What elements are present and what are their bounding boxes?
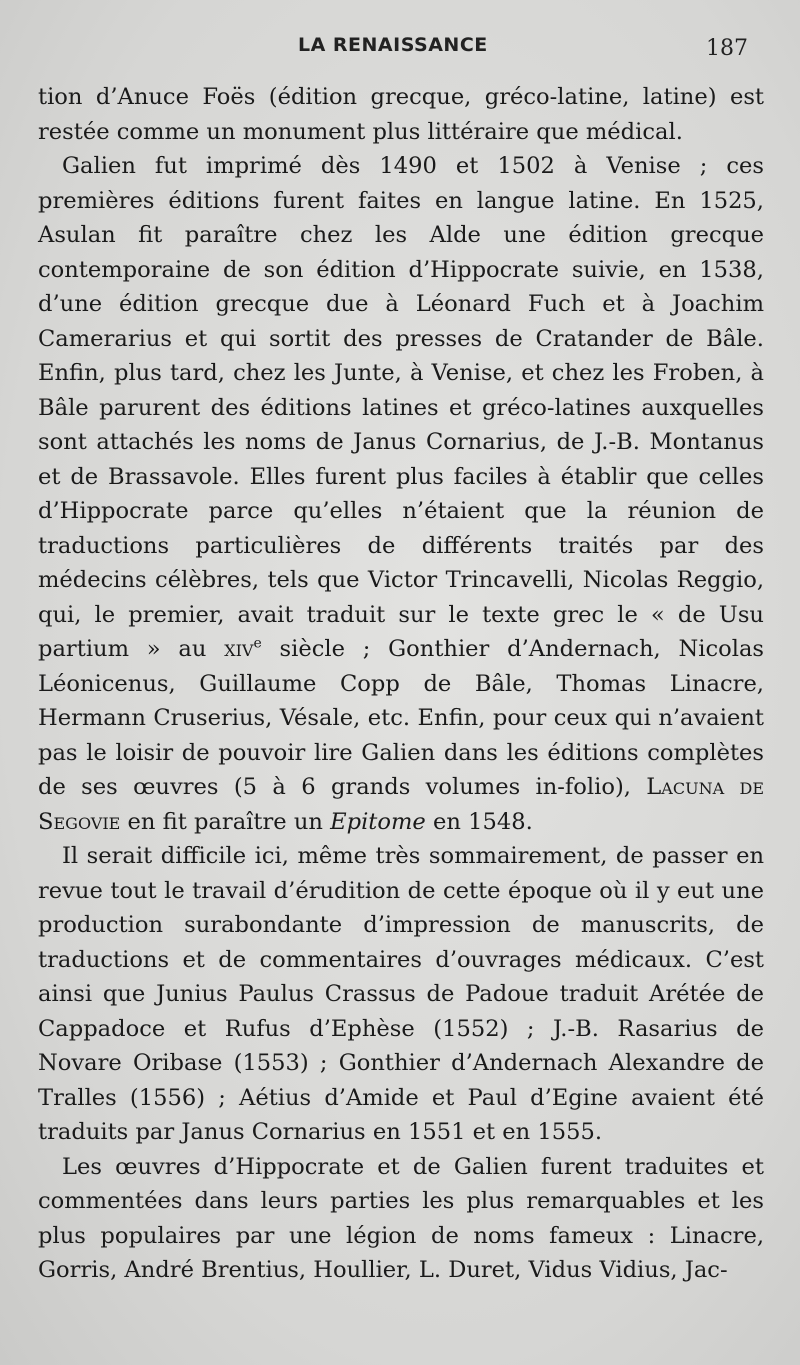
book-title: Epitome bbox=[330, 808, 426, 835]
paragraph-text: tion d’Anuce Foës (édition grecque, gréco-latine, latine) est restée comme un monument plus littéraire que médical. bbox=[38, 84, 764, 145]
century-numeral: xiv bbox=[224, 636, 254, 662]
paragraph-continuation bbox=[38, 80, 764, 149]
body-text bbox=[38, 80, 764, 1288]
paragraph-text: siècle ; Gonthier d’Andernach, Nicolas Léonicenus, Guillaume Copp de Bâle, Thomas Linacre, Hermann Cruserius, Vésale, etc. Enfin, pour ceux qui n’avaient pas le loisir de pouvoir lire Galien dans les éditions complètes de ses œuvres (5 à 6 grands volumes in-folio), bbox=[38, 636, 765, 800]
paragraph-translations bbox=[38, 1150, 764, 1288]
paragraph-text: en fit paraître un bbox=[120, 808, 331, 835]
paragraph-text: Il serait difficile ici, même très sommairement, de passer en revue tout le travail d’érudition de cette époque où il y eut une production surabondante d’impression de manuscrits, de traductions et de commentaires d’ouvrages médicaux. C’est ainsi que Junius Paulus Crassus de Padoue traduit Arétée de Cappadoce et Rufus d’Ephèse (1552) ; J.-B. Rasarius de Novare Oribase (1553) ; Gonthier d’Andernach Alexandre de Tralles (1556) ; Aétius d’Amide et Paul d’Egine avaient été traduits par Janus Cornarius en 1551 et en 1555. bbox=[38, 843, 764, 1145]
century-superscript: e bbox=[253, 635, 262, 652]
paragraph-text: Les œuvres d’Hippocrate et de Galien furent traduites et commentées dans leurs parties les plus remarquables et les plus populaires par une légion de noms fameux : Linacre, Gorris, André Brentius, Houllier, L. Duret, Vidus Vidius, Jac- bbox=[38, 1153, 764, 1283]
running-title: LA RENAISSANCE bbox=[298, 34, 488, 56]
paragraph-text: en 1548. bbox=[425, 808, 533, 835]
page-number: 187 bbox=[706, 36, 748, 61]
running-head bbox=[0, 30, 800, 64]
paragraph-text: Galien fut imprimé dès 1490 et 1502 à Venise ; ces premières éditions furent faites en langue latine. En 1525, Asulan fit paraître chez les Alde une édition grecque contemporaine de son édition d’Hippocrate suivie, en 1538, d’une édition grecque due à Léonard Fuch et à Joachim Camerarius et qui sortit des presses de Cratander de Bâle. Enfin, plus tard, chez les Junte, à Venise, et chez les Froben, à Bâle parurent des éditions latines et gréco-latines auxquelles sont attachés les noms de Janus Cornarius, de J.-B. Montanus et de Brassavole. Elles furent plus faciles à établir que celles d’Hippocrate parce qu’elles n’étaient que la réunion de traductions particulières de différents traités par des médecins célèbres, tels que Victor Trincavelli, Nicolas Reggio, qui, le premier, avait traduit sur le texte grec le « de Usu partium » au bbox=[38, 153, 764, 662]
paragraph-galien-editions bbox=[38, 149, 764, 839]
paragraph-erudition bbox=[38, 839, 764, 1150]
author-name: Lacuna de Segovie bbox=[38, 774, 764, 835]
